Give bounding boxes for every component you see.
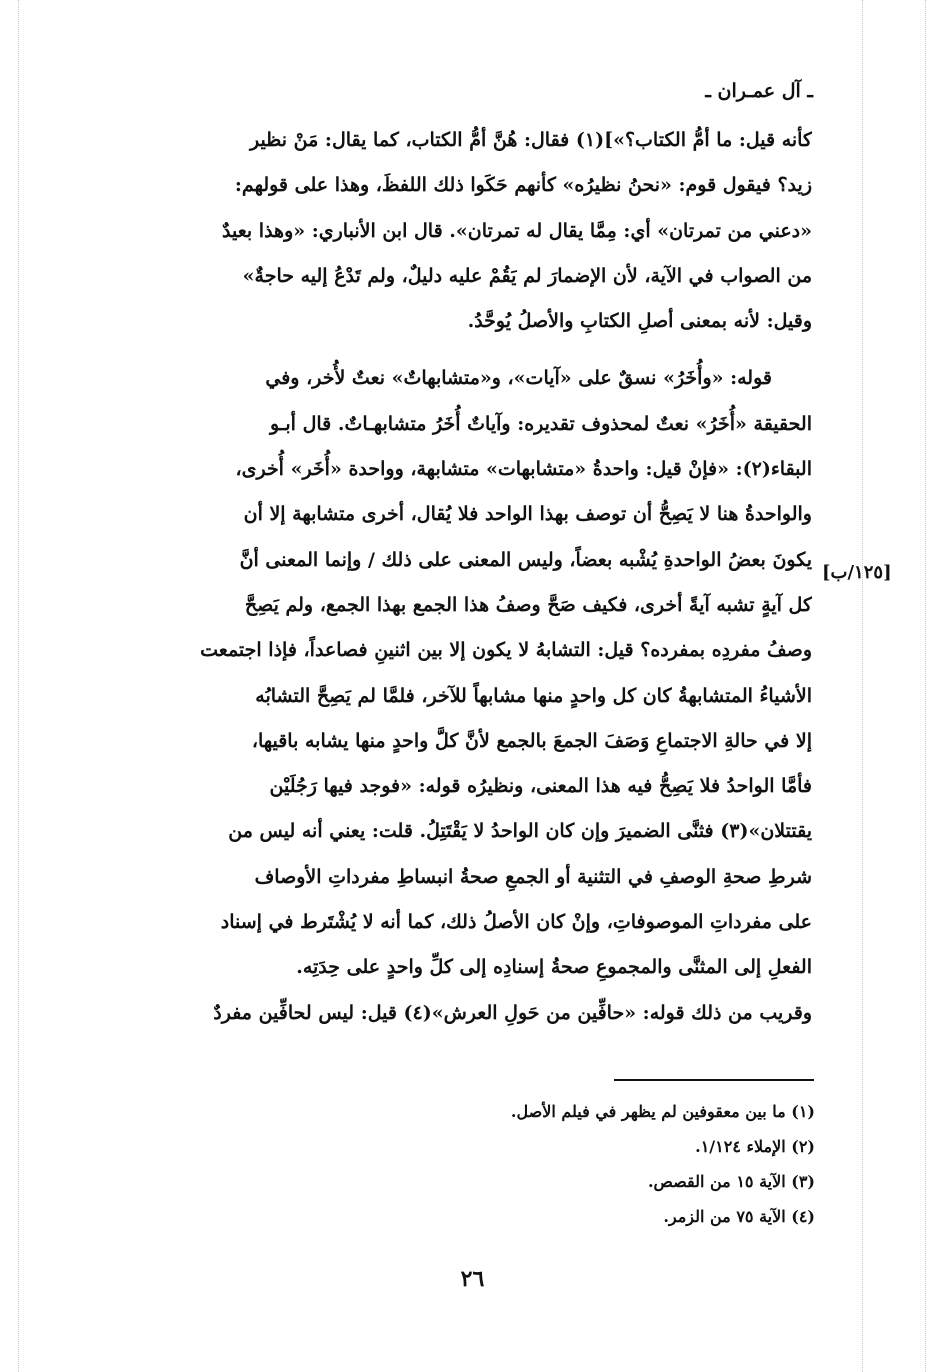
body-line: الفعلِ إلى المثنَّى والمجموعِ صحةُ إسنادِه إلى كلِّ واحدٍ على حِدَتِه. bbox=[296, 956, 812, 979]
body-line: يقتتلان»(٣) فثنَّى الضميرَ وإن كان الواحدُ لا يَقْتَتِلُ. قلت: يعني أنه ليس من bbox=[228, 820, 812, 843]
manuscript-folio-marker: [١٢٥/ب] bbox=[822, 562, 892, 583]
body-line: زيد؟ فيقول قوم: «نحنُ نظيرُه» كأنهم حَكَوا ذلك اللفظَ، وهذا على قولهم: bbox=[234, 174, 812, 197]
body-line: شرطِ صحةِ الوصفِ في التثنية أو الجمعِ صحةُ انبساطِ مفرداتِ الأوصاف bbox=[254, 865, 812, 888]
body-line: إلا في حالةِ الاجتماعِ وَصَفَ الجمعَ بالجمع لأنَّ كلَّ واحدٍ منها يشابه باقيها، bbox=[251, 729, 812, 752]
scan-artifact-line bbox=[18, 0, 19, 1372]
footnote-separator bbox=[614, 1079, 814, 1081]
body-line: وصفُ مفردِه بمفرده؟ قيل: التشابهُ لا يكون إلا بين اثنينِ فصاعداً، فإذا اجتمعت bbox=[200, 639, 812, 662]
scan-artifact-line bbox=[925, 0, 926, 1372]
paragraph-gap bbox=[100, 344, 812, 356]
body-text bbox=[100, 118, 812, 1036]
running-header: ـ آل عمـران ـ bbox=[705, 80, 813, 102]
footnotes bbox=[511, 1094, 815, 1234]
page-number: ٢٦ bbox=[460, 1266, 485, 1292]
footnote: (٢) الإملاء ١/١٢٤. bbox=[695, 1137, 815, 1156]
body-line: يكونَ بعضُ الواحدةِ يُشْبه بعضاً، وليس المعنى على ذلك / وإنما المعنى أنَّ bbox=[239, 548, 812, 571]
footnote: (١) ما بين معقوفين لم يظهر في فيلم الأصل. bbox=[510, 1102, 815, 1121]
body-line: وقريب من ذلك قوله: «حافِّين من حَولِ العرش»(٤) قيل: ليس لحافِّين مفردٌ bbox=[213, 1001, 812, 1024]
body-line: على مفرداتِ الموصوفاتِ، وإنْ كان الأصلُ ذلك، كما أنه لا يُشْتَرط في إسناد bbox=[220, 911, 812, 934]
body-line: الأشياءُ المتشابهةُ كان كل واحدٍ منها مشابهاً للآخر، فلمَّا لم يَصِحَّ التشابُه bbox=[255, 684, 812, 707]
body-line: «دعني من تمرتان» أي: مِمَّا يقال له تمرتان». قال ابن الأنباري: «وهذا بعيدٌ bbox=[222, 219, 812, 242]
body-line: الحقيقة «أُخَرُ» نعتٌ لمحذوف تقديره: وآياتٌ أُخَرُ متشابهـاتٌ. قال أبـو bbox=[270, 412, 812, 435]
body-line: قوله: «وأُخَرُ» نسقٌ على «آيات»، و«متشابهاتٌ» نعتٌ لأُخر، وفي bbox=[265, 367, 772, 390]
body-line: من الصواب في الآية، لأن الإضمارَ لم يَقُمْ عليه دليلٌ، ولم تَدْعُ إليه حاجةٌ» bbox=[242, 264, 812, 287]
footnote: (٤) الآية ٧٥ من الزمر. bbox=[663, 1207, 815, 1226]
body-line: وقيل: لأنه بمعنى أصلِ الكتابِ والأصلُ يُوحَّدُ. bbox=[467, 310, 812, 333]
body-line: والواحدةُ هنا لا يَصِحُّ أن توصف بهذا الواحد فلا يُقال، أخرى متشابهة إلا أن bbox=[243, 503, 812, 526]
body-line: كل آيةٍ تشبه آيةً أخرى، فكيف صَحَّ وصفُ هذا الجمع بهذا الجمع، ولم يَصِحَّ bbox=[244, 593, 812, 616]
body-line: البقاء(٢): «فإنْ قيل: واحدةُ «متشابهات» متشابهة، وواحدة «أُخَر» أُخرى، bbox=[235, 458, 812, 481]
body-line: فأمَّا الواحدُ فلا يَصِحُّ فيه هذا المعنى، ونظيرُه قوله: «فوجد فيها رَجُلَيْن bbox=[269, 775, 812, 798]
footnote: (٣) الآية ١٥ من القصص. bbox=[647, 1172, 815, 1191]
scan-artifact-line bbox=[862, 0, 863, 1372]
body-line: كأنه قيل: ما أمُّ الكتاب؟»](١) فقال: هُنَّ أمُّ الكتاب، كما يقال: مَنْ نظير bbox=[249, 129, 812, 151]
